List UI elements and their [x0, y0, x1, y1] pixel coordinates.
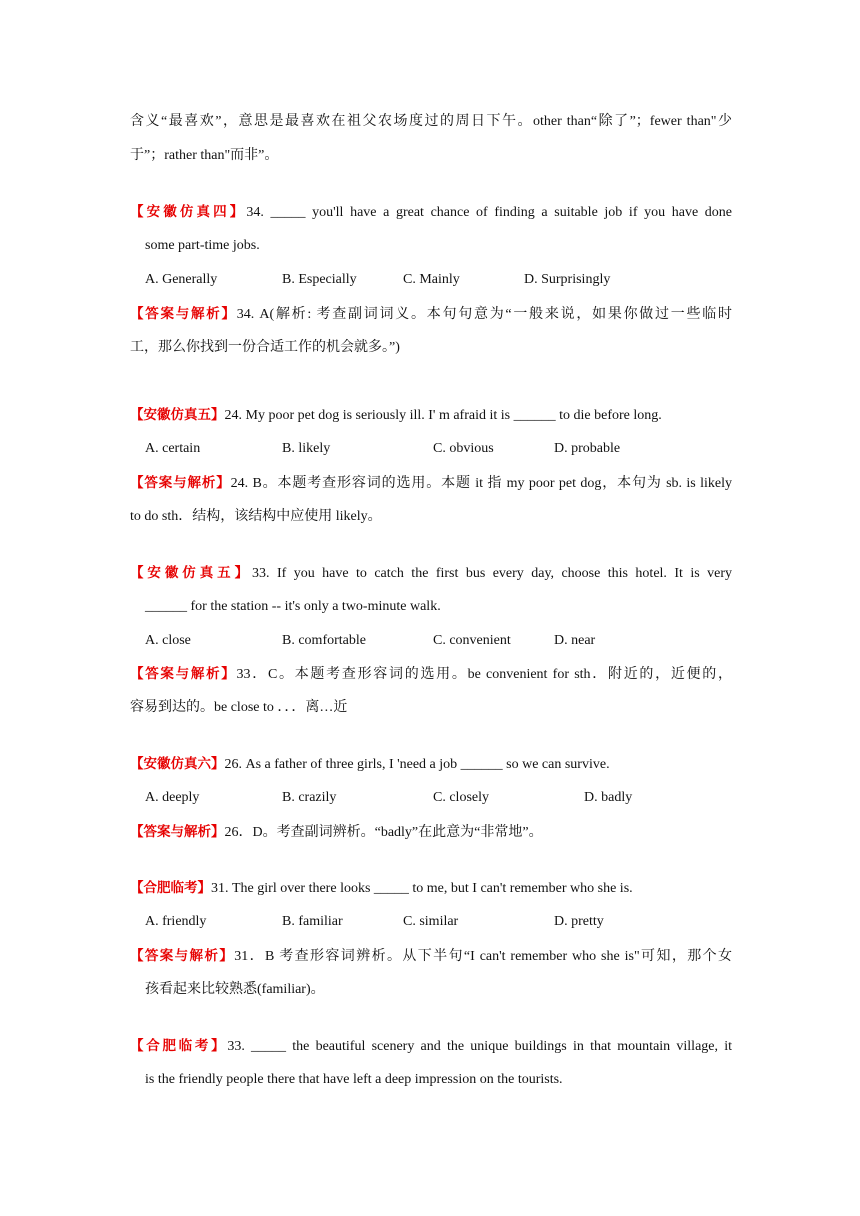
question-stem-cont: is the friendly people there that have left a deep impression on the tourists. — [145, 1072, 563, 1087]
option-d: D. Surprisingly — [524, 272, 611, 287]
option-d: D. badly — [584, 790, 633, 805]
option-d: D. near — [554, 633, 596, 648]
option-c: C. similar — [403, 914, 459, 929]
option-a: A. close — [145, 633, 191, 648]
option-c: C. convenient — [433, 633, 511, 648]
answer-line — [130, 473, 732, 494]
answer-tag: 【答案与解析】 — [130, 824, 225, 840]
question-source-tag: 【安徽仿真五】 — [130, 565, 253, 581]
question-source-tag: 【安徽仿真四】 — [130, 204, 247, 220]
intro-line-1: 含义“最喜欢”，意思是最喜欢在祖父农场度过的周日下午。other than“除了”；fewer than"少 — [130, 114, 732, 129]
option-b: B. likely — [282, 441, 331, 456]
option-a: A. deeply — [145, 790, 200, 805]
answer-line-cont: 工，那么你找到一份合适工作的机会就多。”) — [130, 340, 400, 355]
answer-line-cont: 容易到达的。be close to ．．．离…近 — [130, 700, 348, 715]
answer-tag: 【答案与解析】 — [130, 666, 237, 682]
question-stem — [130, 1036, 732, 1057]
question-stem — [130, 878, 633, 899]
question-stem-cont: ______ for the station -- it's only a two-minute walk. — [145, 599, 441, 614]
question-stem-text: 31. The girl over there looks _____ to me, but I can't remember who she is. — [211, 881, 633, 896]
option-a: A. friendly — [145, 914, 207, 929]
answer-tag: 【答案与解析】 — [130, 475, 231, 491]
option-d: D. pretty — [554, 914, 604, 929]
answer-text: 31．B 考查形容词辨析。从下半句“I can't remember who she is"可知，那个女 — [234, 949, 733, 964]
question-source-tag: 【安徽仿真六】 — [130, 756, 225, 772]
option-c: C. obvious — [433, 441, 494, 456]
option-b: B. familiar — [282, 914, 343, 929]
question-source-tag: 【合肥临考】 — [130, 880, 211, 896]
option-a: A. certain — [145, 441, 201, 456]
option-a: A. Generally — [145, 272, 218, 287]
question-stem-text: 34. _____ you'll have a great chance of finding a suitable job if you have done — [246, 205, 732, 220]
answer-line — [130, 946, 732, 967]
option-c: C. closely — [433, 790, 489, 805]
answer-line-cont: to do sth．结构，该结构中应使用 likely。 — [130, 509, 382, 524]
answer-line — [130, 822, 543, 843]
question-stem — [130, 754, 610, 775]
answer-text: 26．D。考查副词辨析。“badly”在此意为“非常地”。 — [224, 825, 543, 840]
question-stem-cont: some part-time jobs. — [145, 238, 260, 253]
answer-text: 24. B。本题考查形容词的选用。本题 it 指 my poor pet dog，本句为 sb. is likely — [230, 476, 732, 491]
question-stem-text: 24. My poor pet dog is seriously ill. I' m afraid it is ______ to die before long. — [224, 408, 662, 423]
question-stem-text: 26. As a father of three girls, I 'need a job ______ so we can survive. — [224, 757, 610, 772]
question-stem — [130, 405, 662, 426]
answer-text: 34. A(解析: 考查副词词义。本句句意为“一般来说，如果你做过一些临时 — [236, 307, 733, 322]
option-d: D. probable — [554, 441, 621, 456]
question-stem-text: 33. If you have to catch the first bus every day, choose this hotel. It is very — [252, 566, 732, 581]
option-c: C. Mainly — [403, 272, 460, 287]
answer-tag: 【答案与解析】 — [130, 948, 235, 964]
answer-text: 33．C。本题考查形容词的选用。be convenient for sth．附近的，近便的， — [236, 667, 732, 682]
question-stem — [130, 202, 732, 223]
answer-line — [130, 304, 732, 325]
question-source-tag: 【安徽仿真五】 — [130, 407, 225, 423]
option-b: B. comfortable — [282, 633, 366, 648]
answer-line — [130, 664, 732, 685]
question-source-tag: 【合肥临考】 — [130, 1038, 228, 1054]
option-b: B. Especially — [282, 272, 357, 287]
option-b: B. crazily — [282, 790, 337, 805]
answer-line-cont: 孩看起来比较熟悉(familiar)。 — [145, 982, 325, 997]
intro-line-2: 于”；rather than"而非”。 — [130, 148, 279, 163]
question-stem — [130, 563, 732, 584]
question-stem-text: 33. _____ the beautiful scenery and the unique buildings in that mountain village, it — [227, 1039, 732, 1054]
answer-tag: 【答案与解析】 — [130, 306, 237, 322]
